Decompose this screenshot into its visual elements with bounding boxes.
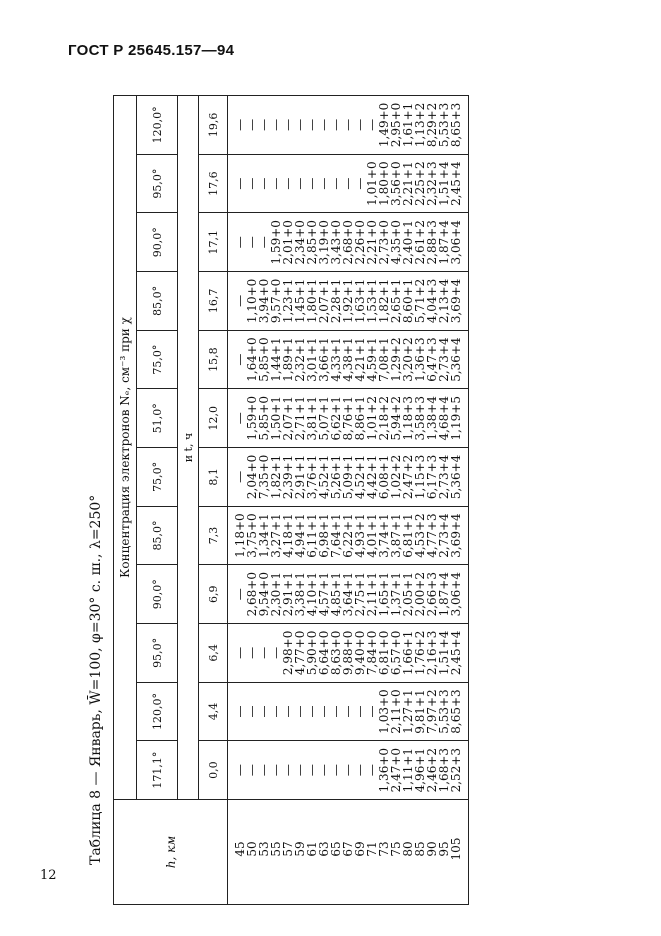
value-cell: 1,49+0 [378, 96, 390, 155]
value-cell: — [318, 154, 330, 213]
value-cell: 5,26+1 [330, 448, 342, 507]
value-cell: 1,53+1 [366, 272, 378, 331]
value-cell: 1,80+1 [306, 272, 318, 331]
value-cell: 2,65+1 [390, 272, 402, 331]
value-cell: 3,01+1 [306, 330, 318, 389]
value-cell: — [318, 682, 330, 741]
altitude-cell: 61 [306, 800, 318, 905]
value-cell: 4,77+3 [426, 506, 438, 565]
value-cell: 2,01+0 [282, 213, 294, 272]
value-cell: 1,87+4 [438, 213, 450, 272]
value-cell: 4,68+4 [438, 389, 450, 448]
chi-row [137, 96, 178, 905]
value-cell: 5,53+3 [438, 96, 450, 155]
value-cell: — [330, 741, 342, 800]
value-cell: — [246, 682, 258, 741]
h-column-header: h, км [114, 800, 228, 905]
value-cell: 3,76+1 [306, 448, 318, 507]
value-cell: 9,54+0 [258, 565, 270, 624]
value-cell: 4,57+1 [318, 565, 330, 624]
value-cell: 2,39+1 [282, 448, 294, 507]
t-header: 19,6 [199, 96, 228, 155]
value-cell: 1,13+2 [414, 96, 426, 155]
value-cell: 1,65+1 [378, 565, 390, 624]
value-cell: 4,96+1 [414, 741, 426, 800]
value-cell: 1,11+1 [402, 741, 414, 800]
value-cell: — [366, 96, 378, 155]
value-cell: — [318, 741, 330, 800]
value-cell: — [258, 96, 270, 155]
value-cell: 5,85+0 [258, 330, 270, 389]
altitude-cell: 80 [402, 800, 414, 905]
table-row [294, 96, 306, 905]
t-header: 17,1 [199, 213, 228, 272]
value-cell: — [354, 154, 366, 213]
value-cell: 2,00+2 [414, 565, 426, 624]
value-cell: 6,17+3 [426, 448, 438, 507]
t-row [199, 96, 228, 905]
value-cell: 3,87+1 [390, 506, 402, 565]
value-cell: 1,59+0 [246, 389, 258, 448]
value-cell: 9,81+1 [414, 682, 426, 741]
table-row [354, 96, 366, 905]
altitude-cell: 57 [282, 800, 294, 905]
value-cell: — [330, 682, 342, 741]
value-cell: — [228, 624, 247, 683]
value-cell: 1,64+0 [246, 330, 258, 389]
value-cell: 4,42+1 [366, 448, 378, 507]
altitude-cell: 95 [438, 800, 450, 905]
t-header: 6,9 [199, 565, 228, 624]
value-cell: 5,71+2 [414, 272, 426, 331]
value-cell: 3,66+1 [318, 330, 330, 389]
chi-header: 51,0° [137, 389, 178, 448]
concentration-header: Концентрация электронов Nₑ, см⁻³ при χ [114, 96, 137, 800]
value-cell: 2,73+4 [438, 448, 450, 507]
value-cell: 4,18+1 [282, 506, 294, 565]
value-cell: 1,23+1 [282, 272, 294, 331]
value-cell: 1,92+1 [342, 272, 354, 331]
value-cell: 8,60+1 [402, 272, 414, 331]
value-cell: — [228, 565, 247, 624]
value-cell: 3,81+1 [306, 389, 318, 448]
data-table [113, 95, 469, 905]
value-cell: 9,57+0 [270, 272, 282, 331]
chi-header: 75,0° [137, 448, 178, 507]
value-cell: 2,61+2 [414, 213, 426, 272]
altitude-cell: 50 [246, 800, 258, 905]
value-cell: 1,37+1 [390, 565, 402, 624]
value-cell: 1,15+3 [414, 448, 426, 507]
value-cell: 2,91+1 [294, 448, 306, 507]
t-header: 4,4 [199, 682, 228, 741]
table-row [330, 96, 342, 905]
value-cell: — [366, 682, 378, 741]
value-cell: 3,27+1 [270, 506, 282, 565]
value-cell: 1,66+1 [402, 624, 414, 683]
table-row [342, 96, 354, 905]
value-cell: 8,65+3 [450, 96, 469, 155]
value-cell: 2,47+0 [390, 741, 402, 800]
value-cell: — [282, 682, 294, 741]
value-cell: 1,02+2 [390, 448, 402, 507]
value-cell: — [246, 741, 258, 800]
value-cell: 2,98+0 [282, 624, 294, 683]
value-cell: — [258, 624, 270, 683]
value-cell: 8,76+1 [342, 389, 354, 448]
value-cell: — [270, 741, 282, 800]
value-cell: 6,81+1 [402, 506, 414, 565]
value-cell: 4,01+1 [366, 506, 378, 565]
value-cell: 2,30+1 [270, 565, 282, 624]
chi-header: 75,0° [137, 330, 178, 389]
value-cell: 6,22+1 [342, 506, 354, 565]
chi-header: 85,0° [137, 272, 178, 331]
value-cell: — [258, 154, 270, 213]
value-cell: 1,51+4 [438, 154, 450, 213]
altitude-cell: 73 [378, 800, 390, 905]
value-cell: 8,65+3 [450, 682, 469, 741]
value-cell: 6,08+1 [378, 448, 390, 507]
value-cell: 1,82+1 [378, 272, 390, 331]
value-cell: 6,98+1 [318, 506, 330, 565]
value-cell: — [354, 682, 366, 741]
value-cell: 2,40+1 [402, 213, 414, 272]
altitude-cell: 55 [270, 800, 282, 905]
value-cell: 2,26+0 [354, 213, 366, 272]
value-cell: 7,35+0 [258, 448, 270, 507]
value-cell: 2,32+1 [294, 330, 306, 389]
value-cell: 4,38+1 [342, 330, 354, 389]
value-cell: 2,75+1 [354, 565, 366, 624]
value-cell: 1,34+1 [258, 506, 270, 565]
value-cell: 2,07+1 [318, 272, 330, 331]
value-cell: 7,84+0 [366, 624, 378, 683]
value-cell: 4,10+1 [306, 565, 318, 624]
table-row [270, 96, 282, 905]
lt-header: и t, ч [178, 96, 199, 800]
value-cell: 2,05+1 [402, 565, 414, 624]
value-cell: 1,18+0 [228, 506, 247, 565]
altitude-cell: 59 [294, 800, 306, 905]
value-cell: 1,38+4 [426, 389, 438, 448]
altitude-cell: 69 [354, 800, 366, 905]
value-cell: 5,53+3 [438, 682, 450, 741]
value-cell: 2,85+0 [306, 213, 318, 272]
value-cell: 5,94+2 [390, 389, 402, 448]
value-cell: — [270, 96, 282, 155]
value-cell: — [306, 741, 318, 800]
value-cell: — [342, 96, 354, 155]
value-cell: — [228, 330, 247, 389]
value-cell: 3,69+4 [450, 506, 469, 565]
altitude-cell: 85 [414, 800, 426, 905]
value-cell: 2,66+3 [426, 565, 438, 624]
table-row [450, 96, 469, 905]
table-row [306, 96, 318, 905]
value-cell: 3,94+0 [258, 272, 270, 331]
value-cell: 3,56+0 [390, 154, 402, 213]
value-cell: 3,58+3 [414, 389, 426, 448]
value-cell: 1,45+1 [294, 272, 306, 331]
altitude-cell: 67 [342, 800, 354, 905]
value-cell: 2,47+2 [402, 448, 414, 507]
t-header: 6,4 [199, 624, 228, 683]
chi-header: 90,0° [137, 565, 178, 624]
value-cell: 4,94+1 [294, 506, 306, 565]
value-cell: 5,07+1 [318, 389, 330, 448]
value-cell: 1,87+4 [438, 565, 450, 624]
value-cell: — [294, 741, 306, 800]
value-cell: — [228, 741, 247, 800]
value-cell: — [228, 448, 247, 507]
table-row [228, 96, 247, 905]
value-cell: — [318, 96, 330, 155]
value-cell: 9,40+0 [354, 624, 366, 683]
value-cell: — [282, 96, 294, 155]
value-cell: 2,21+0 [366, 213, 378, 272]
value-cell: 2,46+2 [426, 741, 438, 800]
document-header: ГОСТ Р 25645.157—94 [68, 42, 235, 59]
value-cell: — [306, 96, 318, 155]
value-cell: 2,73+4 [438, 330, 450, 389]
value-cell: 1,89+1 [282, 330, 294, 389]
value-cell: 1,76+2 [414, 624, 426, 683]
table-row [282, 96, 294, 905]
value-cell: 2,68+0 [246, 565, 258, 624]
value-cell: 4,93+1 [354, 506, 366, 565]
value-cell: 7,08+1 [378, 330, 390, 389]
value-cell: — [330, 154, 342, 213]
value-cell: 3,20+2 [402, 330, 414, 389]
value-cell: 4,53+2 [414, 506, 426, 565]
value-cell: 4,21+1 [354, 330, 366, 389]
altitude-cell: 53 [258, 800, 270, 905]
value-cell: 3,74+1 [378, 506, 390, 565]
altitude-cell: 90 [426, 800, 438, 905]
altitude-cell: 63 [318, 800, 330, 905]
value-cell: 6,64+0 [318, 624, 330, 683]
value-cell: 2,32+3 [426, 154, 438, 213]
page-number: 12 [40, 868, 57, 883]
value-cell: 1,44+1 [270, 330, 282, 389]
value-cell: 1,03+0 [378, 682, 390, 741]
value-cell: 3,43+0 [330, 213, 342, 272]
altitude-cell: 75 [390, 800, 402, 905]
value-cell: — [270, 682, 282, 741]
value-cell: 4,52+1 [354, 448, 366, 507]
value-cell: 9,88+0 [342, 624, 354, 683]
value-cell: — [258, 682, 270, 741]
value-cell: — [294, 154, 306, 213]
value-cell: 7,97+2 [426, 682, 438, 741]
value-cell: — [228, 682, 247, 741]
t-header: 12,0 [199, 389, 228, 448]
value-cell: — [246, 96, 258, 155]
value-cell: — [282, 741, 294, 800]
value-cell: 1,50+1 [270, 389, 282, 448]
chi-header: 95,0° [137, 154, 178, 213]
value-cell: 2,28+1 [330, 272, 342, 331]
value-cell: — [306, 154, 318, 213]
altitude-cell: 65 [330, 800, 342, 905]
value-cell: 1,61+1 [402, 96, 414, 155]
chi-header: 95,0° [137, 624, 178, 683]
value-cell: — [258, 213, 270, 272]
value-cell: 2,68+0 [342, 213, 354, 272]
value-cell: 1,10+0 [246, 272, 258, 331]
value-cell: 6,11+1 [306, 506, 318, 565]
value-cell: 1,27+1 [402, 682, 414, 741]
value-cell: 4,85+1 [330, 565, 342, 624]
value-cell: 6,47+3 [426, 330, 438, 389]
value-cell: — [354, 96, 366, 155]
t-header: 16,7 [199, 272, 228, 331]
value-cell: 2,45+4 [450, 154, 469, 213]
t-header: 8,1 [199, 448, 228, 507]
value-cell: 2,07+1 [282, 389, 294, 448]
value-cell: 1,18+3 [402, 389, 414, 448]
value-cell: 2,73+0 [378, 213, 390, 272]
value-cell: — [294, 682, 306, 741]
value-cell: — [246, 154, 258, 213]
value-cell: 5,36+4 [450, 330, 469, 389]
value-cell: — [366, 741, 378, 800]
value-cell: 2,34+0 [294, 213, 306, 272]
value-cell: 4,77+0 [294, 624, 306, 683]
value-cell: 3,19+0 [318, 213, 330, 272]
value-cell: 2,13+4 [438, 272, 450, 331]
chi-header: 171,1° [137, 741, 178, 800]
value-cell: 2,71+1 [294, 389, 306, 448]
value-cell: 2,52+3 [450, 741, 469, 800]
value-cell: 2,21+1 [402, 154, 414, 213]
value-cell: 1,36+3 [414, 330, 426, 389]
value-cell: 2,04+0 [246, 448, 258, 507]
value-cell: — [228, 154, 247, 213]
value-cell: 2,25+2 [414, 154, 426, 213]
altitude-cell: 105 [450, 800, 469, 905]
table-body [228, 96, 469, 905]
value-cell: 1,59+0 [270, 213, 282, 272]
value-cell: — [246, 213, 258, 272]
value-cell: 5,90+0 [306, 624, 318, 683]
value-cell: 2,88+3 [426, 213, 438, 272]
value-cell: — [270, 624, 282, 683]
rotated-table-block [85, 65, 530, 905]
chi-header: 120,0° [137, 96, 178, 155]
chi-header: 120,0° [137, 682, 178, 741]
value-cell: 6,57+0 [390, 624, 402, 683]
value-cell: 1,63+1 [354, 272, 366, 331]
value-cell: 4,52+1 [318, 448, 330, 507]
value-cell: 2,16+3 [426, 624, 438, 683]
altitude-cell: 45 [228, 800, 247, 905]
value-cell: — [294, 96, 306, 155]
t-header: 17,6 [199, 154, 228, 213]
value-cell: — [342, 682, 354, 741]
value-cell: 1,82+1 [270, 448, 282, 507]
value-cell: 2,11+1 [366, 565, 378, 624]
value-cell: 6,81+0 [378, 624, 390, 683]
value-cell: — [258, 741, 270, 800]
table-row [258, 96, 270, 905]
value-cell: 7,64+1 [330, 506, 342, 565]
value-cell: — [306, 682, 318, 741]
chi-header: 85,0° [137, 506, 178, 565]
value-cell: 6,62+1 [330, 389, 342, 448]
value-cell: 2,95+0 [390, 96, 402, 155]
value-cell: 5,09+1 [342, 448, 354, 507]
value-cell: 1,68+3 [438, 741, 450, 800]
value-cell: 3,69+4 [450, 272, 469, 331]
value-cell: 3,75+0 [246, 506, 258, 565]
value-cell: 3,64+1 [342, 565, 354, 624]
value-cell: 8,29+2 [426, 96, 438, 155]
value-cell: — [228, 213, 247, 272]
table-row [246, 96, 258, 905]
value-cell: 1,01+2 [366, 389, 378, 448]
value-cell: — [282, 154, 294, 213]
value-cell: 1,80+0 [378, 154, 390, 213]
value-cell: 8,86+1 [354, 389, 366, 448]
value-cell: 1,36+0 [378, 741, 390, 800]
value-cell: 2,18+2 [378, 389, 390, 448]
value-cell: — [354, 741, 366, 800]
value-cell: 5,36+4 [450, 448, 469, 507]
value-cell: 4,35+0 [390, 213, 402, 272]
value-cell: 2,73+4 [438, 506, 450, 565]
value-cell: — [228, 96, 247, 155]
value-cell: — [228, 272, 247, 331]
value-cell: 3,06+4 [450, 565, 469, 624]
value-cell: — [342, 741, 354, 800]
table-caption: Таблица 8 — Январь, W̄=100, φ=30° с. ш., λ=250° [88, 494, 104, 865]
value-cell: 2,91+1 [282, 565, 294, 624]
table-row [318, 96, 330, 905]
value-cell: 3,06+4 [450, 213, 469, 272]
chi-header: 90,0° [137, 213, 178, 272]
value-cell: 1,51+4 [438, 624, 450, 683]
value-cell: — [270, 154, 282, 213]
value-cell: 1,01+0 [366, 154, 378, 213]
value-cell: 3,38+1 [294, 565, 306, 624]
value-cell: 2,11+0 [390, 682, 402, 741]
value-cell: — [228, 389, 247, 448]
value-cell: 1,19+5 [450, 389, 469, 448]
value-cell: 8,63+0 [330, 624, 342, 683]
value-cell: — [330, 96, 342, 155]
value-cell: 4,59+1 [366, 330, 378, 389]
t-header: 0,0 [199, 741, 228, 800]
value-cell: 4,04+3 [426, 272, 438, 331]
value-cell: 2,45+4 [450, 624, 469, 683]
value-cell: — [342, 154, 354, 213]
t-header: 15,8 [199, 330, 228, 389]
t-header: 7,3 [199, 506, 228, 565]
altitude-cell: 71 [366, 800, 378, 905]
value-cell: 5,85+0 [258, 389, 270, 448]
value-cell: 4,33+1 [330, 330, 342, 389]
value-cell: 1,29+2 [390, 330, 402, 389]
value-cell: — [246, 624, 258, 683]
